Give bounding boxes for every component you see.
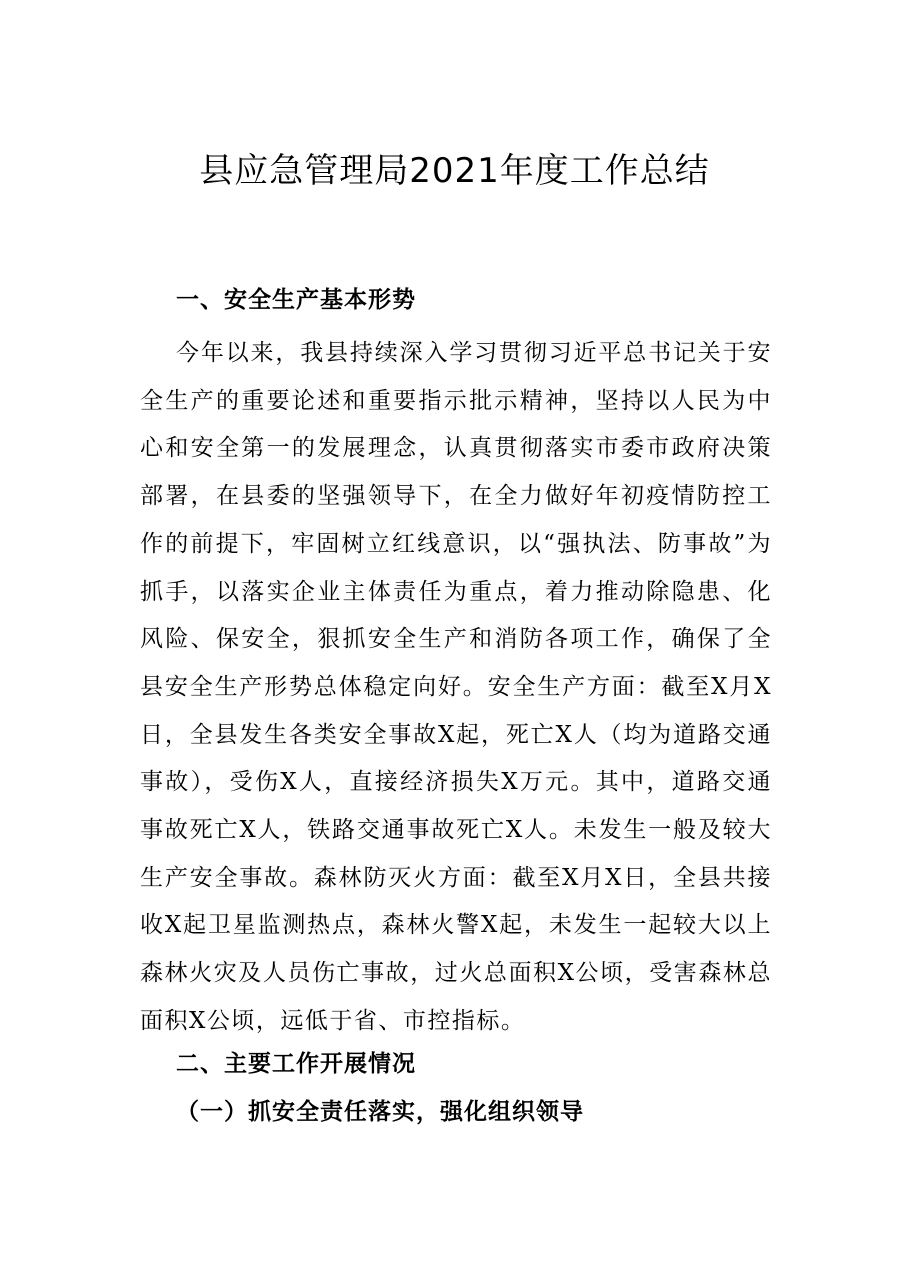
body-paragraph: 今年以来，我县持续深入学习贯彻习近平总书记关于安全生产的重要论述和重要指示批示精神，坚持以人民为中心和安全第一的发展理念，认真贯彻落实市委市政府决策部署，在县委的坚强领导下，在全力做好年初疫情防控工作的前提下，牢固树立红线意识，以“强执法、防事故”为抓手，以落实企业主体责任为重点，着力推动除隐患、化风险、保安全，狠抓安全生产和消防各项工作，确保了全县安全生产形势总体稳定向好。安全生产方面：截至X月X日，全县发生各类安全事故X起，死亡X人（均为道路交通事故），受伤X人，直接经济损失X万元。其中，道路交通事故死亡X人，铁路交通事故死亡X人。未发生一般及较大生产安全事故。森林防灭火方面：截至X月X日，全县共接收X起卫星监测热点，森林火警X起，未发生一起较大以上森林火灾及人员伤亡事故，过火总面积X公顷，受害森林总面积X公顷，远低于省、市控指标。 — [140, 340, 772, 1034]
section-heading-situation: 一、安全生产基本形势 — [176, 287, 416, 313]
section-heading-work: 二、主要工作开展情况 — [176, 1051, 416, 1077]
subsection-heading-responsibility: （一）抓安全责任落实，强化组织领导 — [176, 1099, 584, 1125]
document-title: 县应急管理局2021年度工作总结 — [199, 151, 710, 191]
